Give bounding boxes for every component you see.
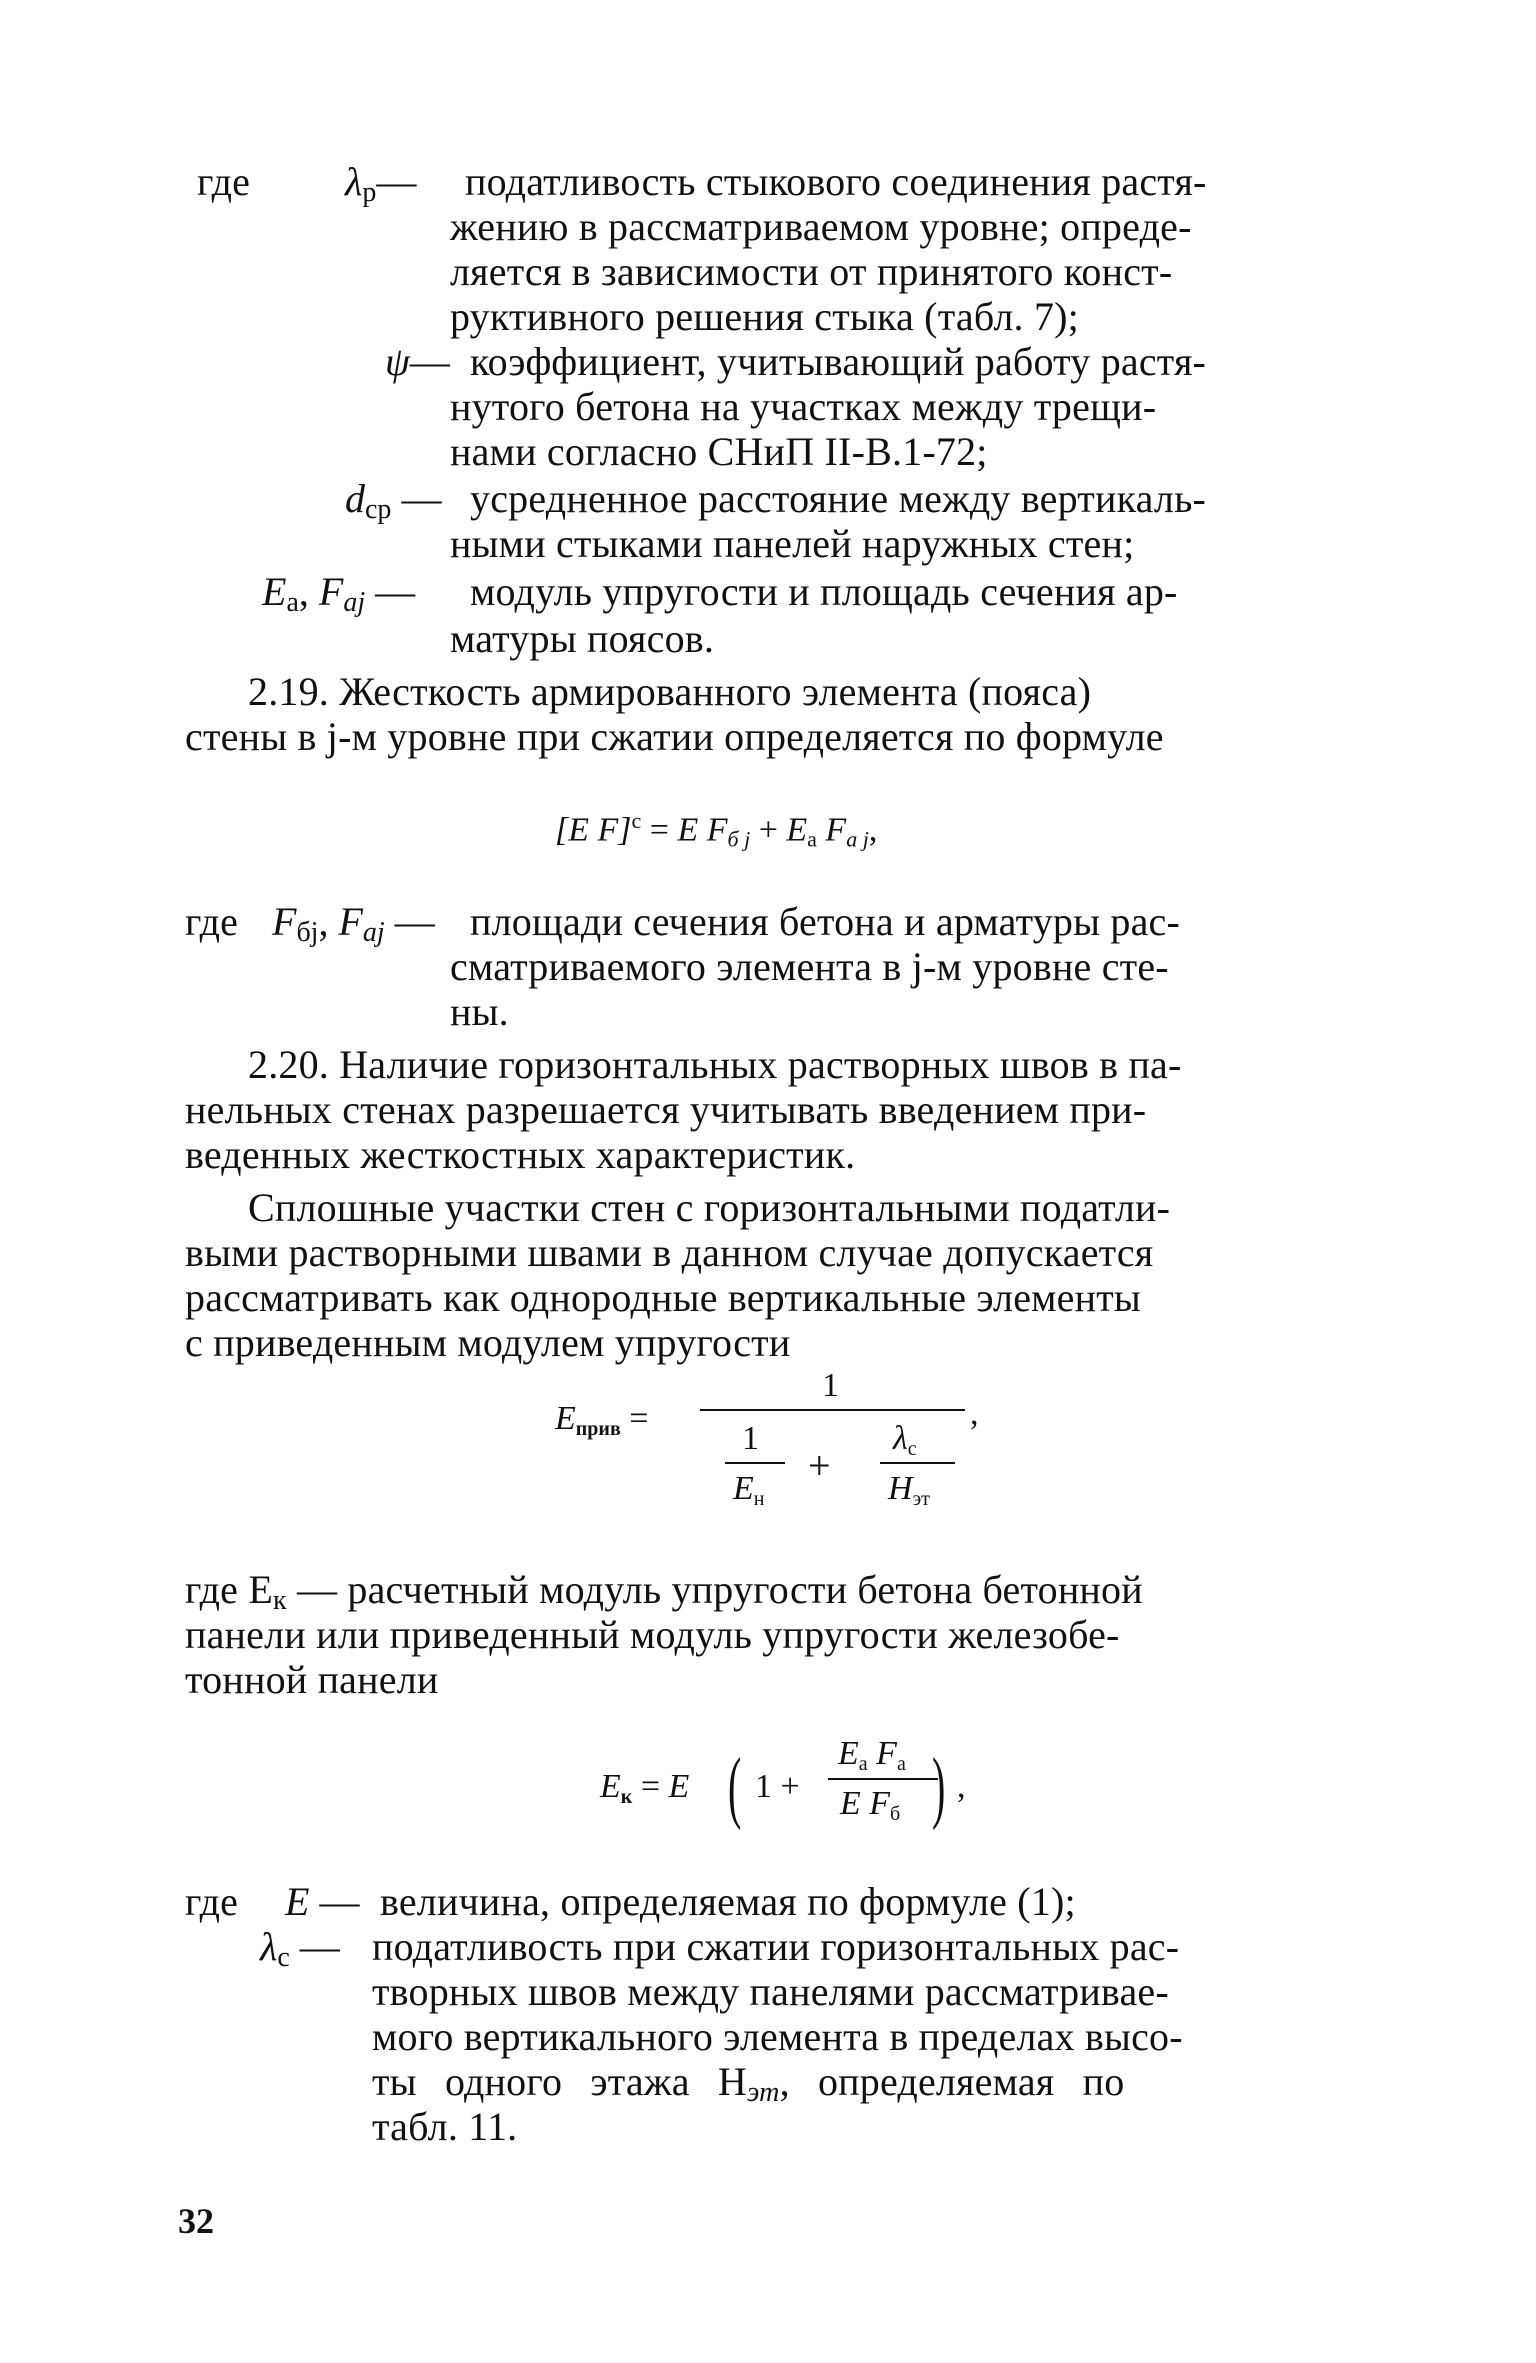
symbol-lambda-p: $\lambda_р—$ [345,159,417,208]
def-line: нами согласно СНиП II-В.1-72; [450,429,988,474]
symbol-d-sr: $d_{ср}$ — [345,476,442,525]
symbol-psi: ψ— [385,339,450,384]
formula-stiffness: [E F]$^с$ = E Fб $j + E_а$ Fа j, [555,808,878,852]
def-line: нутого бетона на участках между трещи- [450,384,1157,429]
page-number: 32 [178,2201,214,2241]
def-line: ны. [450,989,509,1034]
para-ek-line: панели или приведенный модуль упругости железобе- [185,1612,1120,1657]
def-line: ляется в зависимости от принятого конст- [450,249,1173,294]
def-line: податливость стыкового соединения растя- [465,159,1207,204]
def-line: усредненное расстояние между вертикаль- [470,476,1207,521]
para-solid-line: выми растворными швами в данном случае допускается [185,1230,1154,1275]
para-2-20-line: нельных стенах разрешается учитывать введением при- [185,1087,1147,1132]
def-line: матуры поясов. [450,616,715,661]
def-line: жению в рассматриваемом уровне; опреде- [450,204,1192,249]
para-2-20-line: 2.20. Наличие горизонтальных растворных швов в па- [248,1042,1182,1087]
def-line: коэффициент, учитывающий работу растя- [470,339,1207,384]
def-line: творных швов между панелями рассматривае- [372,1969,1169,2014]
symbol-e: E — [285,1879,360,1924]
def-line: мого вертикального элемента в пределах высо- [372,2014,1183,2059]
def-line: сматриваемого элемента в j-м уровне сте- [450,944,1169,989]
para-solid-line: рассматривать как однородные вертикальные элементы [185,1275,1141,1320]
definitions-intro: где [185,899,239,944]
para-ek-line: тонной панели [185,1657,439,1702]
symbol-fbj-faj: $F_{бj}$, Faj — [272,899,435,948]
symbol-ea-faj: $E_а$, Faj — [262,569,416,618]
para-ek-line: где $E_к$ — расчетный модуль упругости бетона бетонной [185,1567,1143,1616]
def-line: табл. 11. [372,2104,518,2149]
definitions-intro: где [197,159,251,204]
symbol-lambda-c: $\lambda_с$ — [260,1924,340,1973]
def-line: податливость при сжатии горизонтальных рас- [372,1924,1180,1969]
para-2-19-line: 2.19. Жесткость армированного элемента (пояса) [248,669,1092,714]
para-2-19-line: стены в j-м уровне при сжатии определяется по формуле [185,714,1164,759]
document-page: где $\lambda_р—$ податливость стыкового соединения растя- жению в рассматриваемом уровне; опреде- ляется в зависимости от принятого конст- руктивного решения стыка (табл. 7); ψ— коэффициент, учитывающий работу растя- нутого бетона на участках между трещи- нами согласно СНиП II-В.1-72; $d_{ср}$ — усредненное расстояние между вертикаль- ными стыками панелей наружных стен; $E_а$, Faj — модуль упругости и площадь сечения ар- матуры поясов. 2.19. Жесткость армированного элемента (пояса) стены в j-м уровне при сжатии определяется по формуле [E F]$^с$ = E Fб $j + E_а$ Fа j, где $F_{бj}$, Faj — площади сечения бетона и арматуры рас- сматриваемого элемента в j-м уровне сте- ны. 2.20. Наличие горизонтальных растворных швов в па- нельных стенах разрешается учитывать введением при- веденных жесткостных характеристик. Сплошные участки стен с горизонтальными податли- выми растворными швами в данном случае допускается рассматривать как однородные вертикальные элементы с приведенным модулем упругости $E_{прив}$ = 1 1 $E_н$ + $\lambda_с$ $H_{эт}$ , где $E_к$ — расчетный модуль упругости бетона бетонной панели или приведенный модуль упругости железобе- тонной панели $E_к = E$ ( 1 + $E_а$ $F_а$ E $F_б$ ) , где E — величина, определяемая по формуле (1); $\lambda_с$ — податливость при сжатии горизонтальных рас- творных швов между панелями рассматривае- мого вертикального элемента в пределах высо- ты одного этажа Hэт, определяемая по табл. 11. 32 [178,159,1207,2241]
def-line: модуль упругости и площадь сечения ар- [470,569,1178,614]
para-2-20-line: веденных жесткостных характеристик. [185,1132,856,1177]
def-line: ными стыками панелей наружных стен; [450,521,1135,566]
def-line: руктивного решения стыка (табл. 7); [450,294,1079,339]
def-line: площади сечения бетона и арматуры рас- [470,899,1181,944]
definitions-intro: где [185,1879,239,1924]
para-solid-line: с приведенным модулем упругости [185,1320,791,1365]
def-line: величина, определяемая по формуле (1); [380,1879,1076,1924]
para-solid-line: Сплошные участки стен с горизонтальными податли- [248,1185,1171,1230]
def-line: ты одного этажа Hэт, определяемая по [372,2059,1125,2108]
